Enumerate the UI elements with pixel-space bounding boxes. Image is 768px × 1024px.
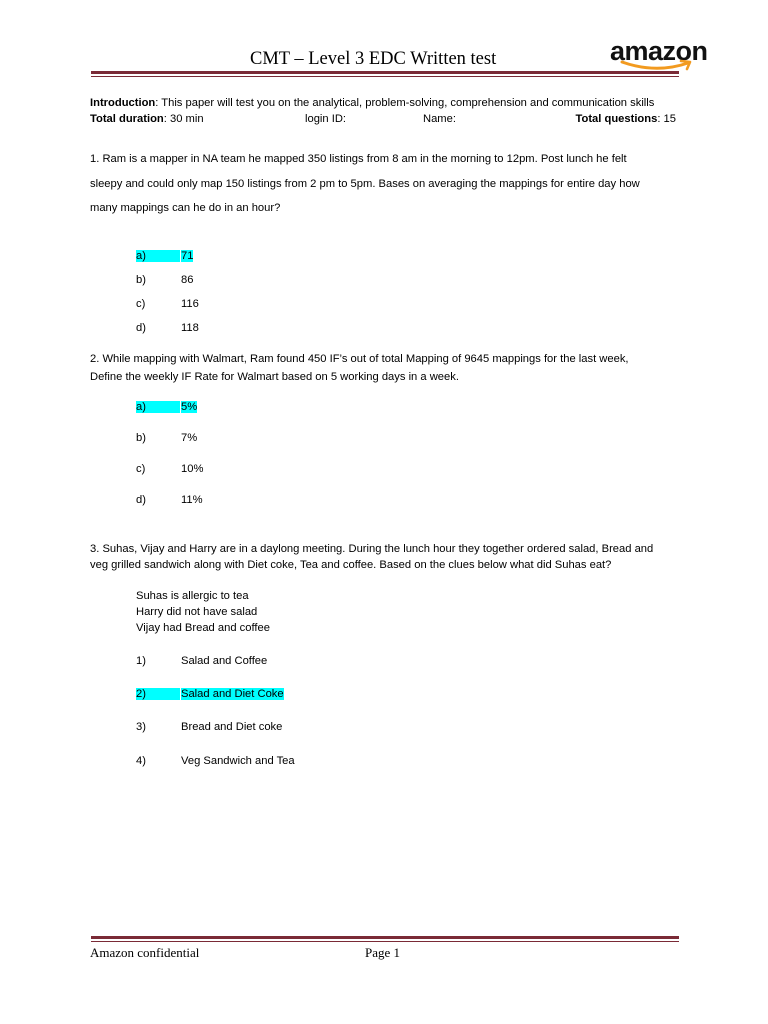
footer-rule [91, 936, 679, 943]
name-label: Name: [423, 113, 456, 125]
login-id-label: login ID: [305, 113, 347, 125]
test-info-row [90, 113, 676, 127]
document-page: CMT – Level 3 EDC Written test amazon Introduction: This paper will test you on the analytical, problem-solving, comprehension and communication skills Total duration: 30 min login ID: Name: Total questions: 15 1. Ram is a mapper in NA team he mapped 350 listings from 8 am in the morning to 12pm. Post lunch he felt sleepy and could only map 150 listings from 2 pm to 5pm. Bases on averaging the mappings for entire day how many mappings can he do in an hour? a) 71 b) 86 c) 116 d) 118 2. While mapping with Walmart, Ram found 450 IF’s out of total Mapping of 9645 mappings for the last week, Define the weekly IF Rate for Walmart based on 5 working days in a week. a) 5% b) 7% c) 10% d) 11% 3. Suhas, Vijay and Harry are in a daylong meeting. During the lunch hour they together ordered salad, Bread and veg grilled sandwich along with Diet coke, Tea and coffee. Based on the clues below what did Suhas eat? Suhas is allergic to tea Harry did not have salad Vijay had Bread and coffee 1) Salad and Coffee 2) Salad and Diet Coke 3) Bread and Diet coke 4) Veg Sandwich and Tea Amazon confidential Page 1 [0, 0, 768, 1024]
question-1-line-3: many mappings can he do in an hour? [90, 202, 281, 214]
introduction-text: : This paper will test you on the analytical, problem-solving, comprehension and communication skills [155, 97, 655, 109]
header-rule [91, 71, 679, 78]
introduction-line [90, 97, 654, 109]
introduction-label: Introduction [90, 97, 156, 109]
footer-confidential: Amazon confidential [90, 945, 200, 960]
amazon-logo [610, 36, 720, 76]
page-number: Page 1 [365, 945, 401, 960]
clue-2: Harry did not have salad [136, 606, 258, 618]
total-questions: Total questions: 15 [575, 113, 676, 125]
question-2-line-2: Define the weekly IF Rate for Walmart based on 5 working days in a week. [90, 371, 459, 383]
total-duration: Total duration: 30 min [90, 113, 204, 125]
question-2-line-1: 2. While mapping with Walmart, Ram found 450 IF’s out of total Mapping of 9645 mappings for the last week, [90, 353, 629, 365]
question-1-line-1: 1. Ram is a mapper in NA team he mapped 350 listings from 8 am in the morning to 12pm. Post lunch he felt [90, 153, 627, 165]
question-1-line-2: sleepy and could only map 150 listings from 2 pm to 5pm. Bases on averaging the mappings for entire day how [90, 178, 640, 190]
clue-3: Vijay had Bread and coffee [136, 622, 270, 634]
question-3-line-1: 3. Suhas, Vijay and Harry are in a daylong meeting. During the lunch hour they together ordered salad, Bread and [90, 543, 654, 555]
question-3-line-2: veg grilled sandwich along with Diet coke, Tea and coffee. Based on the clues below what did Suhas eat? [90, 559, 612, 571]
page-title: CMT – Level 3 EDC Written test [250, 49, 497, 69]
clue-1: Suhas is allergic to tea [136, 590, 249, 602]
logo-wordmark: amazon [610, 36, 708, 66]
